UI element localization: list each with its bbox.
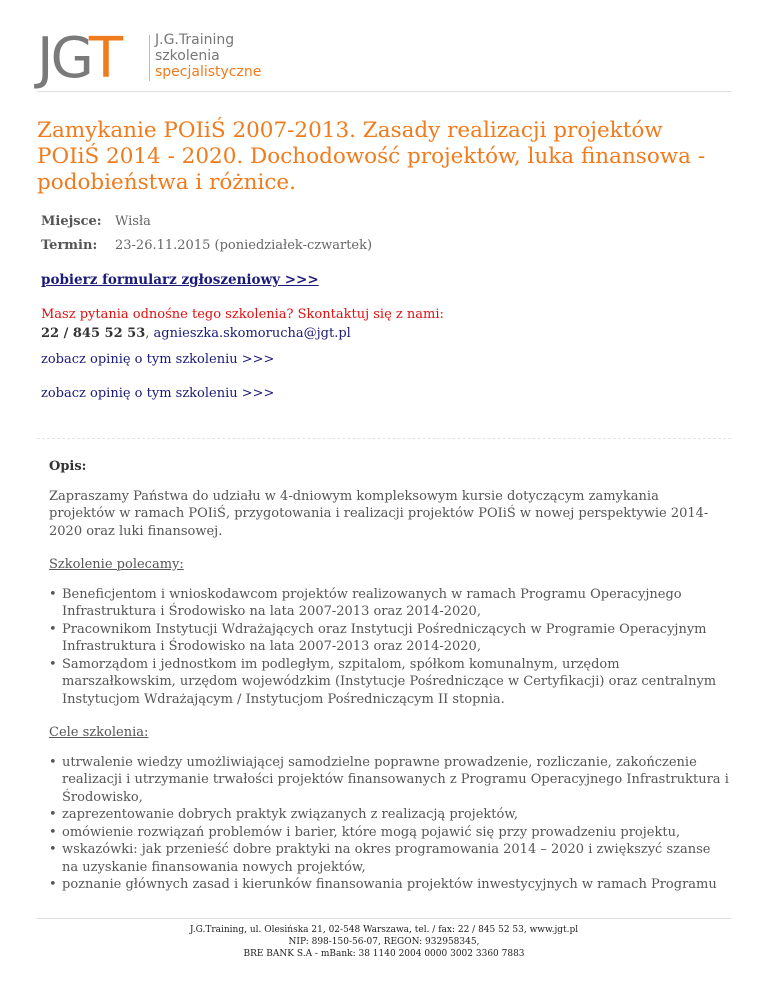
contact-email-link[interactable]: agnieszka.skomorucha@jgt.pl <box>153 326 351 341</box>
logo-letter-g: G <box>50 26 89 91</box>
section-divider <box>37 438 731 439</box>
logo-divider <box>149 35 150 81</box>
list-item: • poznanie głównych zasad i kierunków finansowania projektów inwestycyjnych w ramach Programu <box>49 876 729 894</box>
header-divider <box>37 91 731 92</box>
goals-heading: Cele szkolenia: <box>49 725 149 740</box>
logo-letter-t: T <box>88 26 121 91</box>
contact-question: Masz pytania odnośne tego szkolenia? Skontaktuj się z nami: <box>41 307 444 322</box>
recommend-list <box>49 586 729 709</box>
logo-mark <box>37 26 121 91</box>
list-item: • Pracownikom Instytucji Wdrażających oraz Instytucji Pośredniczących w Programie Operacyjnym Infrastruktura i Środowisko na lata 2007-2013 oraz 2014-2020, <box>49 621 729 656</box>
opis-heading: Opis: <box>49 459 87 474</box>
footer-tax-ids: NIP: 898-150-56-07, REGON: 932958345, <box>288 937 480 947</box>
list-item: • wskazówki: jak przenieść dobre praktyki na okres programowania 2014 – 2020 i zwiększyć szanse na uzyskanie finansowania nowych projektów, <box>49 841 729 876</box>
intro-paragraph: Zapraszamy Państwa do udziału w 4-dniowym kompleksowym kursie dotyczącym zamykania projektów w ramach POIiŚ, przygotowania i realizacji projektów POIiŚ w nowej perspektywie 2014-2020 oraz luki finansowej. <box>49 488 709 539</box>
logo-letter-j: J <box>37 26 51 91</box>
list-item: • Samorządom i jednostkom im podległym, szpitalom, spółkom komunalnym, urzędom marszałkowskim, urzędom wojewódzkim (Instytucje Pośredniczące w Certyfikacji) oraz centralnym Instytucjom Wdrażającym / Instytucjom Pośredniczącym II stopnia. <box>49 656 729 709</box>
contact-block <box>41 305 444 343</box>
training-meta <box>41 210 372 258</box>
logo-line-szkolenia: szkolenia <box>155 48 220 64</box>
list-item: • utrwalenie wiedzy umożliwiającej samodzielne poprawne prowadzenie, rozliczanie, zakończenie realizacji i utrzymanie trwałości projektów finansowanych z Programu Operacyjnego Infrastruktura i Środowisko, <box>49 754 729 807</box>
footer-address: J.G.Training, ul. Olesińska 21, 02-548 Warszawa, tel. / fax: 22 / 845 52 53, www.jgt.pl <box>189 925 579 935</box>
footer-bank: BRE BANK S.A - mBank: 38 1140 2004 0000 3002 3360 7883 <box>243 949 525 959</box>
description-section <box>49 458 729 910</box>
list-item: • Beneficjentom i wnioskodawcom projektów realizowanych w ramach Programu Operacyjnego Infrastruktura i Środowisko na lata 2007-2013 oraz 2014-2020, <box>49 586 729 621</box>
meta-row-date <box>41 234 372 258</box>
opinion-link-2[interactable]: zobacz opinię o tym szkoleniu >>> <box>41 386 275 401</box>
place-label: Miejsce: <box>41 214 102 229</box>
page-title: Zamykanie POIiŚ 2007-2013. Zasady realizacji projektów POIiŚ 2014 - 2020. Dochodowość projektów, luka finansowa - podobieństwa i różnice. <box>37 118 706 195</box>
opinion-link-1[interactable]: zobacz opinię o tym szkoleniu >>> <box>41 352 275 367</box>
download-form-link[interactable]: pobierz formularz zgłoszeniowy >>> <box>41 272 319 288</box>
contact-separator: , <box>145 326 154 341</box>
goals-list <box>49 754 729 894</box>
date-value: 23-26.11.2015 (poniedziałek-czwartek) <box>115 238 373 253</box>
logo-line-specjalistyczne: specjalistyczne <box>155 64 262 80</box>
contact-phone: 22 / 845 52 53 <box>41 326 146 341</box>
jgt-logo[interactable] <box>37 26 297 91</box>
contact-details <box>41 324 444 343</box>
meta-row-place <box>41 210 372 234</box>
date-label: Termin: <box>41 238 98 253</box>
logo-line-company: J.G.Training <box>155 32 235 48</box>
page-footer <box>37 924 731 960</box>
recommend-heading: Szkolenie polecamy: <box>49 557 184 572</box>
list-item: • zaprezentowanie dobrych praktyk związanych z realizacją projektów, <box>49 806 729 824</box>
list-item: • omówienie rozwiązań problemów i barier, które mogą pojawić się przy prowadzeniu projektu, <box>49 824 729 842</box>
footer-divider <box>37 918 731 919</box>
logo-wordmark <box>155 32 261 80</box>
place-value: Wisła <box>115 214 151 229</box>
